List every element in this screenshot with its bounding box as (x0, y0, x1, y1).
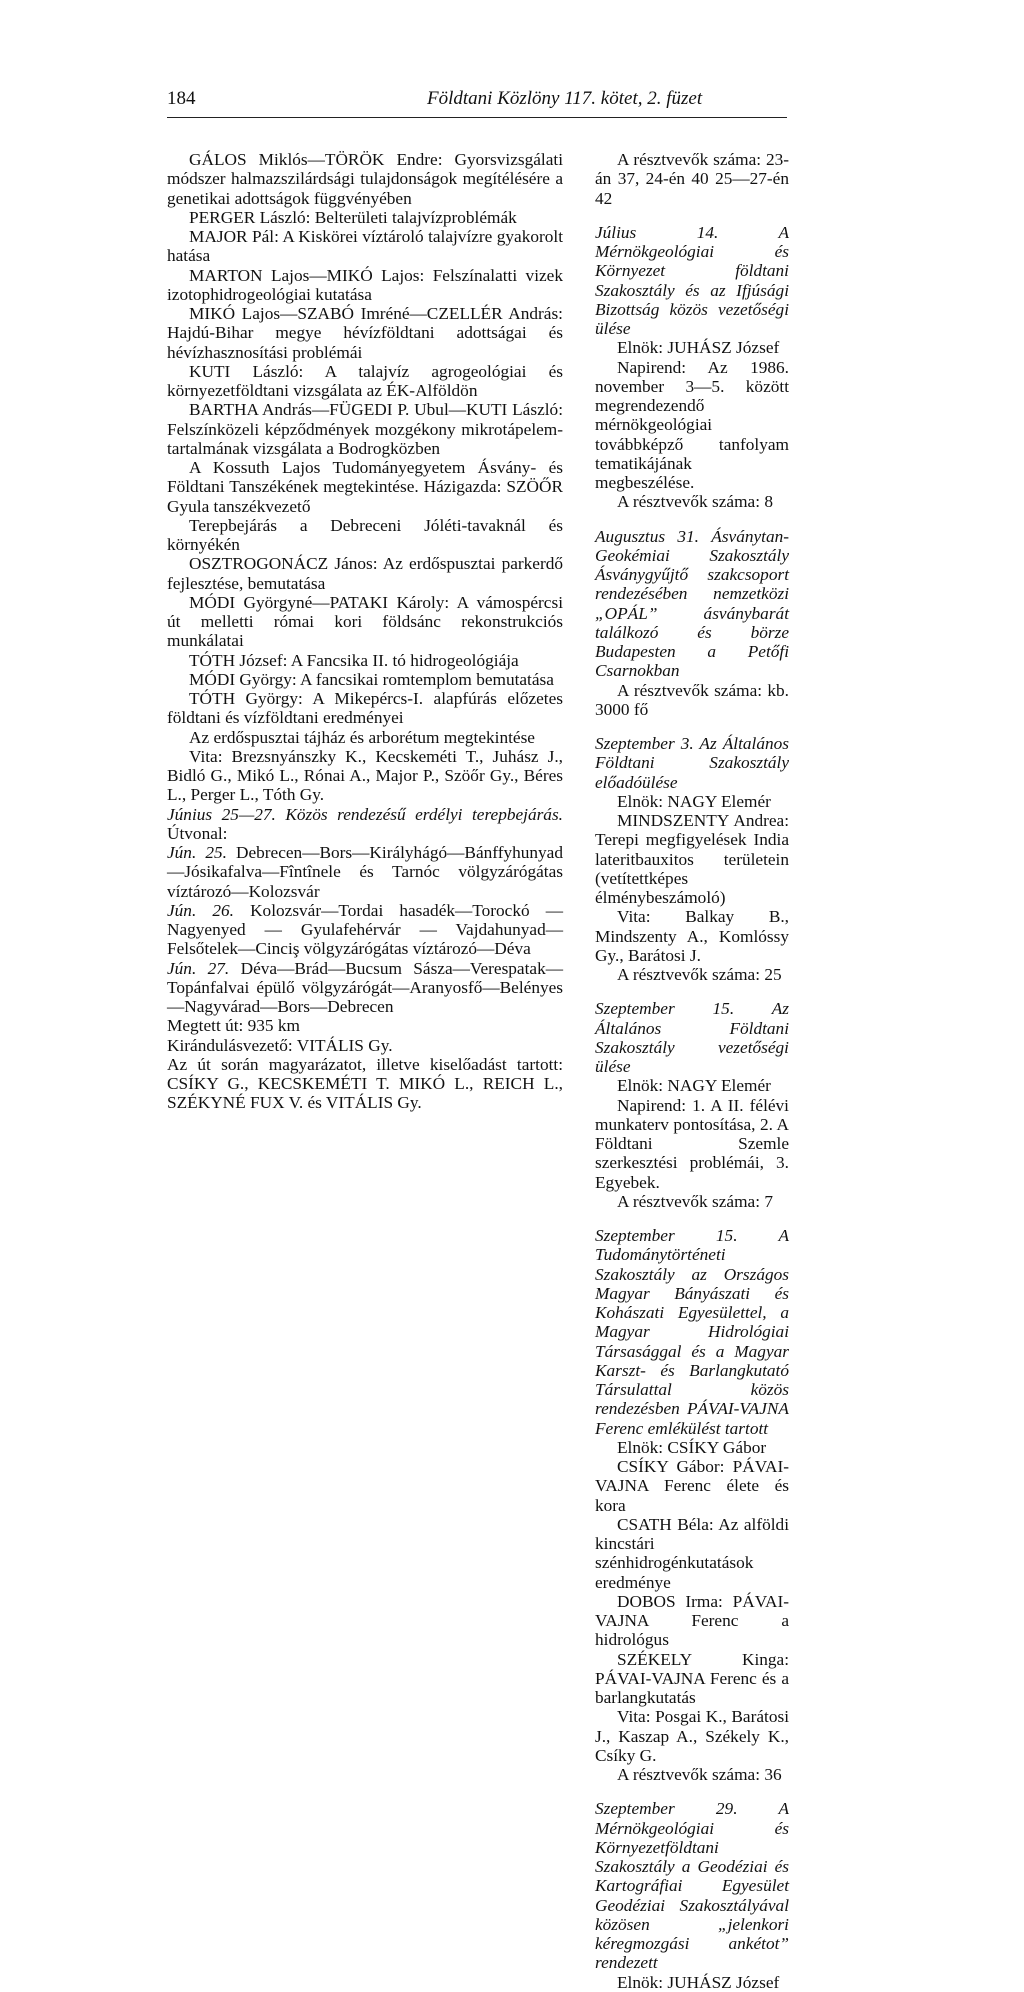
paragraph-text: Szeptember 15. A Tudománytörténeti Szakosztály az Országos Magyar Bányászati és Kohászati Egyesülettel, a Magyar Hidrológiai Társasággal és a Magyar Karszt- és Barlangkutató Társulattal közös rendezésben PÁVAI-VAJNA Ferenc emlékülést tartott (595, 1226, 789, 1438)
paragraph-text: A résztvevők száma: 36 (617, 1765, 782, 1784)
paragraph (595, 1765, 789, 1784)
paragraph (167, 843, 563, 901)
paragraph (167, 651, 563, 670)
paragraph (595, 811, 789, 907)
paragraph (595, 1592, 789, 1650)
paragraph (595, 1096, 789, 1192)
paragraph-tail: Útvonal: (167, 823, 228, 843)
paragraph-text: A résztvevők száma: kb. 3000 fő (595, 680, 789, 719)
paragraph (595, 1438, 789, 1457)
paragraph-text: Megtett út: 935 km (167, 1016, 300, 1036)
page-number: 184 (167, 88, 196, 109)
paragraph (167, 1016, 563, 1035)
paragraph (167, 747, 563, 805)
paragraph (167, 227, 563, 266)
paragraph (167, 400, 563, 458)
paragraph-text: Jún. 25. (167, 843, 227, 862)
paragraph-text: SZÉKELY Kinga: PÁVAI-VAJNA Ferenc és a barlangkutatás (595, 1649, 789, 1707)
paragraph-text: Szeptember 29. A Mérnökgeológiai és Környezetföldtani Szakosztály a Geodéziai és Kartográfiai Egyesület Geodéziai Szakosztályával közösen „jelenkori kéregmozgási ankétot” rendezett (595, 1799, 789, 1973)
paragraph-text: Elnök: JUHÁSZ József (617, 1972, 780, 1992)
paragraph (167, 1055, 563, 1113)
paragraph (167, 554, 563, 593)
running-title: Földtani Közlöny 117. kötet, 2. füzet (427, 88, 703, 109)
paragraph (595, 492, 789, 511)
paragraph-text: Július 14. A Mérnökgeológiai és Környezet földtani Szakosztály és az Ifjúsági Bizottság közös vezetőségi ülése (595, 222, 789, 338)
paragraph (595, 223, 789, 339)
paragraph-text: A résztvevők száma: 7 (617, 1191, 773, 1211)
paragraph (167, 266, 563, 305)
paragraph-text: Augusztus 31. Ásványtan-Geokémiai Szakosztály Ásványgyűjtő szakcsoport rendezésében nemzetközi „OPÁL” ásványbarát találkozó és börze Budapesten a Petőfi Csarnokban (595, 526, 789, 681)
paragraph-text: Június 25—27. Közös rendezésű erdélyi terepbejárás. (167, 804, 563, 824)
paragraph (595, 1457, 789, 1515)
paragraph-text: MÓDI Györgyné—PATAKI Károly: A vámospércsi út melletti római kori földsánc rekonstrukciós munkálatai (167, 592, 563, 651)
paragraph (595, 965, 789, 984)
paragraph (167, 901, 563, 959)
paragraph (167, 362, 563, 401)
paragraph (167, 728, 563, 747)
paragraph (167, 670, 563, 689)
paragraph (595, 907, 789, 965)
paragraph (167, 689, 563, 728)
left-column (167, 150, 563, 1113)
paragraph-text: MAJOR Pál: A Kiskörei víztároló talajvízre gyakorolt hatása (167, 227, 563, 266)
paragraph-text: Napirend: 1. A II. félévi munkaterv pontosítása, 2. A Földtani Szemle szerkesztési problémái, 3. Egyebek. (595, 1095, 789, 1192)
paragraph-text: Jún. 26. (167, 900, 234, 920)
paragraph (595, 358, 789, 493)
paragraph (595, 527, 789, 681)
paragraph-text: KUTI László: A talajvíz agrogeológiai és környezetföldtani vizsgálata az ÉK-Alföldön (167, 361, 563, 400)
paragraph-tail: Debrecen—Bors—Királyhágó—Bánffyhunyad—Jósikafalva—Fîntînele és Tarnóc völgyzárógátas víztározó—Kolozsvár (167, 843, 563, 901)
paragraph (595, 1076, 789, 1095)
paragraph-text: OSZTROGONÁCZ János: Az erdőspusztai parkerdő fejlesztése, bemutatása (167, 554, 563, 593)
paragraph-text: MIKÓ Lajos—SZABÓ Imréné—CZELLÉR András: Hajdú-Bihar megye hévízföldtani adottságai és hévízhasznosítási problémái (167, 304, 563, 362)
page-header (167, 88, 788, 116)
paragraph-tail: Kolozsvár—Tordai hasadék—Torockó — Nagyenyed — Gyulafehérvár — Vajdahunyad—Felsőtelek—Cinciş völgyzárógátas víztározó—Déva (167, 900, 563, 959)
paragraph-text: A Kossuth Lajos Tudományegyetem Ásvány- és Földtani Tanszékének megtekintése. Házigazda: SZÖŐR Gyula tanszékvezető (167, 458, 563, 516)
paragraph-text: Elnök: CSÍKY Gábor (617, 1437, 767, 1457)
header-rule (167, 117, 787, 118)
paragraph (167, 516, 563, 555)
paragraph (595, 1707, 789, 1765)
paragraph-text: Terepbejárás a Debreceni Jóléti-tavaknál és környékén (167, 515, 563, 554)
paragraph (595, 1226, 789, 1438)
paragraph-text: Jún. 27. (167, 958, 230, 978)
paragraph (595, 681, 789, 720)
paragraph-text: Kirándulásvezető: VITÁLIS Gy. (167, 1035, 393, 1055)
paragraph-text: A résztvevők száma: 25 (617, 965, 782, 984)
right-column (595, 150, 789, 1992)
paragraph (167, 593, 563, 651)
paragraph (595, 150, 789, 208)
paragraph-text: Elnök: NAGY Elemér (617, 1076, 771, 1096)
paragraph-text: DOBOS Irma: PÁVAI-VAJNA Ferenc a hidrológus (595, 1591, 789, 1650)
paragraph-text: CSATH Béla: Az alföldi kincstári szénhidrogénkutatások eredménye (595, 1514, 789, 1592)
paragraph-text: Napirend: Az 1986. november 3—5. között megrendezendő mérnökgeológiai továbbképző tanfolyam tematikájának megbeszélése. (595, 357, 789, 492)
paragraph-text: Szeptember 3. Az Általános Földtani Szakosztály előadóülése (595, 734, 789, 792)
paragraph-text: PERGER László: Belterületi talajvízproblémák (189, 207, 517, 227)
paragraph-text: Vita: Brezsnyánszky K., Kecskeméti T., Juhász J., Bidló G., Mikó L., Rónai A., Major P., Szöőr Gy., Béres L., Perger L., Tóth Gy. (167, 746, 563, 805)
paragraph-text: Vita: Balkay B., Mindszenty A., Komlóssy Gy., Barátosi J. (595, 907, 789, 965)
paragraph-text: TÓTH György: A Mikepércs-I. alapfúrás előzetes földtani és vízföldtani eredményei (167, 689, 563, 728)
paragraph (167, 150, 563, 208)
paragraph-tail: Déva—Brád—Bucsum Sásza—Verespatak—Topánfalvai épülő völgyzárógát—Aranyosfő—Belényes—Nagyvárad—Bors—Debrecen (167, 958, 563, 1016)
paragraph-text: A résztvevők száma: 23-án 37, 24-én 40 25—27-én 42 (595, 150, 789, 208)
paragraph (595, 1973, 789, 1992)
paragraph (595, 734, 789, 792)
paragraph (167, 959, 563, 1017)
paragraph-text: Vita: Posgai K., Barátosi J., Kaszap A., Székely K., Csíky G. (595, 1707, 789, 1765)
paragraph (595, 999, 789, 1076)
paragraph (595, 338, 789, 357)
paragraph-text: CSÍKY Gábor: PÁVAI-VAJNA Ferenc élete és kora (595, 1457, 789, 1515)
paragraph-text: MINDSZENTY Andrea: Terepi megfigyelések India lateritbauxitos területein (vetítettképes élménybeszámoló) (595, 811, 789, 907)
paragraph-text: TÓTH József: A Fancsika II. tó hidrogeológiája (189, 650, 519, 670)
paragraph (595, 1799, 789, 1972)
paragraph (595, 792, 789, 811)
paragraph-text: MÓDI György: A fancsikai romtemplom bemutatása (189, 669, 554, 689)
paragraph-text: Elnök: JUHÁSZ József (617, 338, 780, 358)
paragraph (167, 304, 563, 362)
paragraph-text: A résztvevők száma: 8 (617, 492, 773, 512)
paragraph-text: Az erdőspusztai tájház és arborétum megtekintése (189, 727, 535, 747)
paragraph-text: Elnök: NAGY Elemér (617, 791, 771, 811)
paragraph (595, 1650, 789, 1708)
paragraph-text: BARTHA András—FÜGEDI P. Ubul—KUTI László: Felszínközeli képződmények mozgékony mikrotápelem-tartalmának vizsgálata a Bodrogközben (167, 400, 563, 458)
paragraph (167, 805, 563, 844)
paragraph (167, 458, 563, 516)
paragraph-text: MARTON Lajos—MIKÓ Lajos: Felszínalatti vizek izotophidrogeológiai kutatása (167, 265, 563, 304)
paragraph-text: Az út során magyarázatot, illetve kiselőadást tartott: CSÍKY G., KECSKEMÉTI T. MIKÓ L., REICH L., SZÉKYNÉ FUX V. és VITÁLIS Gy. (167, 1054, 563, 1113)
paragraph (167, 208, 563, 227)
paragraph (595, 1192, 789, 1211)
paragraph (595, 1515, 789, 1592)
paragraph-text: GÁLOS Miklós—TÖRÖK Endre: Gyorsvizsgálati módszer halmazszilárdsági tulajdonságok megítélésére a genetikai adottságok függvényében (167, 150, 563, 208)
paragraph-text: Szeptember 15. Az Általános Földtani Szakosztály vezetőségi ülése (595, 999, 789, 1076)
paragraph (167, 1036, 563, 1055)
